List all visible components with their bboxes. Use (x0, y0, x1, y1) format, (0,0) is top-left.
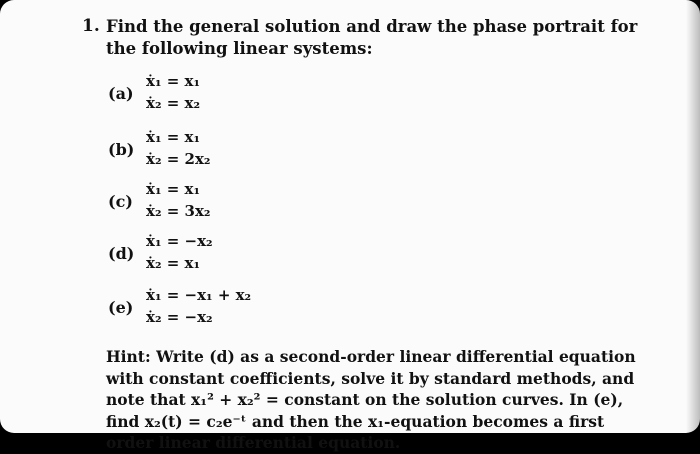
problem-number: 1. (82, 16, 100, 36)
hint-label: Hint: (106, 347, 151, 366)
equation-1: ẋ₁ = −x₁ + x₂ (146, 286, 252, 304)
equation-2: ẋ₂ = 3x₂ (146, 202, 211, 220)
hint-paragraph (106, 346, 646, 454)
system-d (108, 232, 328, 278)
system-e (108, 286, 328, 332)
system-b (108, 128, 328, 174)
equation-2: ẋ₂ = −x₂ (146, 308, 213, 326)
equation-1: ẋ₁ = x₁ (146, 128, 201, 146)
system-label: (e) (108, 298, 134, 317)
equation-2: ẋ₂ = x₁ (146, 254, 201, 272)
equation-2: ẋ₂ = 2x₂ (146, 150, 211, 168)
system-a (108, 72, 328, 118)
system-label: (a) (108, 84, 134, 103)
equation-2: ẋ₂ = x₂ (146, 94, 201, 112)
hint-text: Write (d) as a second-order linear differential equation with constant coefficients, solve it by standard methods, and note that x₁² + x₂² = constant on the solution curves. In (e), find x₂(t) = c₂e⁻ᵗ and then the x₁-equation becomes a first order linear differential equation. (106, 347, 636, 452)
system-label: (b) (108, 140, 135, 159)
equation-1: ẋ₁ = x₁ (146, 180, 201, 198)
problem-statement: Find the general solution and draw the phase portrait for the following linear systems: (106, 17, 638, 58)
equation-1: ẋ₁ = x₁ (146, 72, 201, 90)
system-label: (c) (108, 192, 133, 211)
page-edge-shadow (686, 0, 700, 433)
system-label: (d) (108, 244, 135, 263)
system-c (108, 180, 328, 226)
equation-1: ẋ₁ = −x₂ (146, 232, 213, 250)
